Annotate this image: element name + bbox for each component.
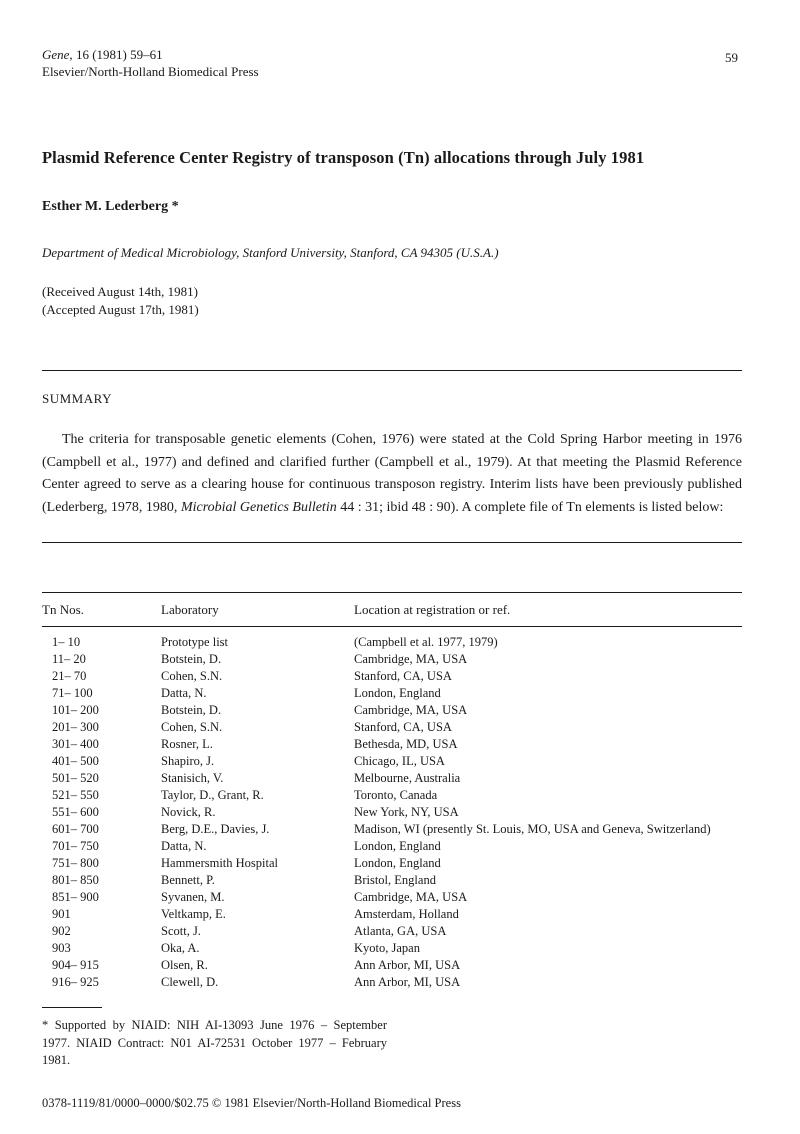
cell-laboratory: Prototype list bbox=[161, 635, 229, 649]
cell-tn-range: 501– 520 bbox=[52, 771, 99, 785]
cell-laboratory: Rosner, L. bbox=[161, 737, 213, 751]
cell-location: Toronto, Canada bbox=[354, 788, 438, 802]
table-row bbox=[42, 719, 762, 736]
journal-citation bbox=[42, 46, 259, 80]
cell-location: Kyoto, Japan bbox=[354, 941, 420, 955]
cell-location: Atlanta, GA, USA bbox=[354, 924, 447, 938]
cell-location: Cambridge, MA, USA bbox=[354, 652, 468, 666]
summary-heading: SUMMARY bbox=[42, 391, 112, 406]
cell-laboratory: Scott, J. bbox=[161, 924, 201, 938]
cell-location: New York, NY, USA bbox=[354, 805, 459, 819]
cell-laboratory: Syvanen, M. bbox=[161, 890, 225, 904]
cell-location: Bristol, England bbox=[354, 873, 436, 887]
cell-laboratory: Datta, N. bbox=[161, 686, 207, 700]
summary-text-after: 44 : 31; ibid 48 : 90). A complete file of Tn elements is listed below: bbox=[336, 499, 724, 515]
cell-laboratory: Bennett, P. bbox=[161, 873, 215, 887]
affiliation: Department of Medical Microbiology, Stanford University, Stanford, CA 94305 (U.S.A.) bbox=[42, 245, 499, 260]
cell-tn-range: 301– 400 bbox=[52, 737, 99, 751]
received-date: (Received August 14th, 1981) bbox=[42, 284, 198, 299]
cell-laboratory: Cohen, S.N. bbox=[161, 669, 223, 683]
article-title: Plasmid Reference Center Registry of transposon (Tn) allocations through July 1981 bbox=[42, 148, 645, 167]
table-top-rule bbox=[42, 592, 742, 593]
table-header-rule bbox=[42, 626, 742, 627]
column-header-location: Location at registration or ref. bbox=[354, 602, 511, 617]
cell-laboratory: Datta, N. bbox=[161, 839, 207, 853]
cell-tn-range: 916– 925 bbox=[52, 975, 99, 989]
table-row bbox=[42, 838, 762, 855]
cell-location: Cambridge, MA, USA bbox=[354, 703, 468, 717]
cell-location: Melbourne, Australia bbox=[354, 771, 461, 785]
cell-tn-range: 71– 100 bbox=[52, 686, 93, 700]
author: Esther M. Lederberg * bbox=[42, 199, 179, 214]
cell-tn-range: 1– 10 bbox=[52, 635, 81, 649]
table-row bbox=[42, 736, 762, 753]
cell-location: Amsterdam, Holland bbox=[354, 907, 459, 921]
table-row bbox=[42, 634, 762, 651]
column-header-tn: Tn Nos. bbox=[42, 602, 84, 617]
summary-text-italic: Microbial Genetics Bulletin bbox=[180, 499, 337, 515]
cell-laboratory: Botstein, D. bbox=[161, 652, 222, 666]
cell-tn-range: 521– 550 bbox=[52, 788, 99, 802]
footnote-rule bbox=[42, 1007, 102, 1008]
cell-tn-range: 11– 20 bbox=[52, 652, 86, 666]
table-row bbox=[42, 787, 762, 804]
table-row bbox=[42, 940, 762, 957]
table-row bbox=[42, 685, 762, 702]
divider bbox=[42, 542, 742, 543]
footnote: * Supported by NIAID: NIH AI-13093 June 1976 – September 1977. NIAID Contract: N01 AI-72531 October 1977 – February 1981. bbox=[42, 1018, 387, 1067]
cell-location: Madison, WI (presently St. Louis, MO, USA and Geneva, Switzerland) bbox=[354, 822, 711, 836]
cell-laboratory: Cohen, S.N. bbox=[161, 720, 223, 734]
journal-volume: 16 (1981) 59–61 bbox=[72, 47, 163, 62]
cell-location: London, England bbox=[354, 856, 441, 870]
column-header-laboratory: Laboratory bbox=[161, 602, 219, 617]
table-row bbox=[42, 821, 762, 838]
cell-tn-range: 903 bbox=[52, 941, 71, 955]
article-dates bbox=[42, 283, 199, 319]
cell-tn-range: 401– 500 bbox=[52, 754, 99, 768]
cell-laboratory: Oka, A. bbox=[161, 941, 200, 955]
cell-location: London, England bbox=[354, 839, 441, 853]
cell-tn-range: 101– 200 bbox=[52, 703, 99, 717]
cell-tn-range: 751– 800 bbox=[52, 856, 99, 870]
transposon-table bbox=[42, 634, 762, 991]
cell-laboratory: Shapiro, J. bbox=[161, 754, 215, 768]
cell-tn-range: 601– 700 bbox=[52, 822, 99, 836]
cell-laboratory: Clewell, D. bbox=[161, 975, 219, 989]
cell-laboratory: Novick, R. bbox=[161, 805, 216, 819]
cell-tn-range: 851– 900 bbox=[52, 890, 99, 904]
cell-tn-range: 701– 750 bbox=[52, 839, 99, 853]
table-row bbox=[42, 923, 762, 940]
cell-location: Cambridge, MA, USA bbox=[354, 890, 468, 904]
cell-location: London, England bbox=[354, 686, 441, 700]
journal-name: Gene, bbox=[42, 47, 73, 62]
divider bbox=[42, 370, 742, 371]
cell-location: Ann Arbor, MI, USA bbox=[354, 975, 461, 989]
page-number: 59 bbox=[725, 50, 738, 65]
table-row bbox=[42, 889, 762, 906]
table-row bbox=[42, 753, 762, 770]
cell-location: Stanford, CA, USA bbox=[354, 669, 452, 683]
cell-tn-range: 902 bbox=[52, 924, 71, 938]
cell-tn-range: 551– 600 bbox=[52, 805, 99, 819]
table-row bbox=[42, 804, 762, 821]
table-row bbox=[42, 855, 762, 872]
cell-tn-range: 904– 915 bbox=[52, 958, 99, 972]
cell-location: (Campbell et al. 1977, 1979) bbox=[354, 635, 498, 649]
cell-tn-range: 21– 70 bbox=[52, 669, 87, 683]
publisher: Elsevier/North-Holland Biomedical Press bbox=[42, 64, 259, 79]
summary-paragraph bbox=[42, 429, 742, 519]
cell-laboratory: Botstein, D. bbox=[161, 703, 222, 717]
table-row bbox=[42, 957, 762, 974]
copyright-line: 0378-1119/81/0000–0000/$02.75 © 1981 Elsevier/North-Holland Biomedical Press bbox=[42, 1096, 461, 1110]
cell-laboratory: Veltkamp, E. bbox=[161, 907, 226, 921]
cell-laboratory: Hammersmith Hospital bbox=[161, 856, 278, 870]
table-row bbox=[42, 906, 762, 923]
cell-location: Ann Arbor, MI, USA bbox=[354, 958, 461, 972]
cell-laboratory: Stanisich, V. bbox=[161, 771, 224, 785]
cell-location: Stanford, CA, USA bbox=[354, 720, 452, 734]
table-row bbox=[42, 770, 762, 787]
table-row bbox=[42, 651, 762, 668]
cell-tn-range: 801– 850 bbox=[52, 873, 99, 887]
accepted-date: (Accepted August 17th, 1981) bbox=[42, 302, 199, 317]
table-row bbox=[42, 668, 762, 685]
cell-tn-range: 901 bbox=[52, 907, 71, 921]
cell-tn-range: 201– 300 bbox=[52, 720, 99, 734]
cell-location: Chicago, IL, USA bbox=[354, 754, 445, 768]
summary-text-before: The criteria for transposable genetic elements (Cohen, 1976) were stated at the Cold Spring Harbor meeting in 1976 (Campbell et al., 1977) and defined and clarified further (Campbell et al., 1979). At that meeting the Plasmid Reference Center agreed to serve as a clearing house for continuous transposon registry. Interim lists have been previously published (Lederberg, 1978, 1980, bbox=[42, 432, 742, 515]
cell-laboratory: Berg, D.E., Davies, J. bbox=[161, 822, 270, 836]
table-row bbox=[42, 872, 762, 889]
cell-location: Bethesda, MD, USA bbox=[354, 737, 458, 751]
table-row bbox=[42, 702, 762, 719]
cell-laboratory: Taylor, D., Grant, R. bbox=[161, 788, 264, 802]
cell-laboratory: Olsen, R. bbox=[161, 958, 208, 972]
table-row bbox=[42, 974, 762, 991]
